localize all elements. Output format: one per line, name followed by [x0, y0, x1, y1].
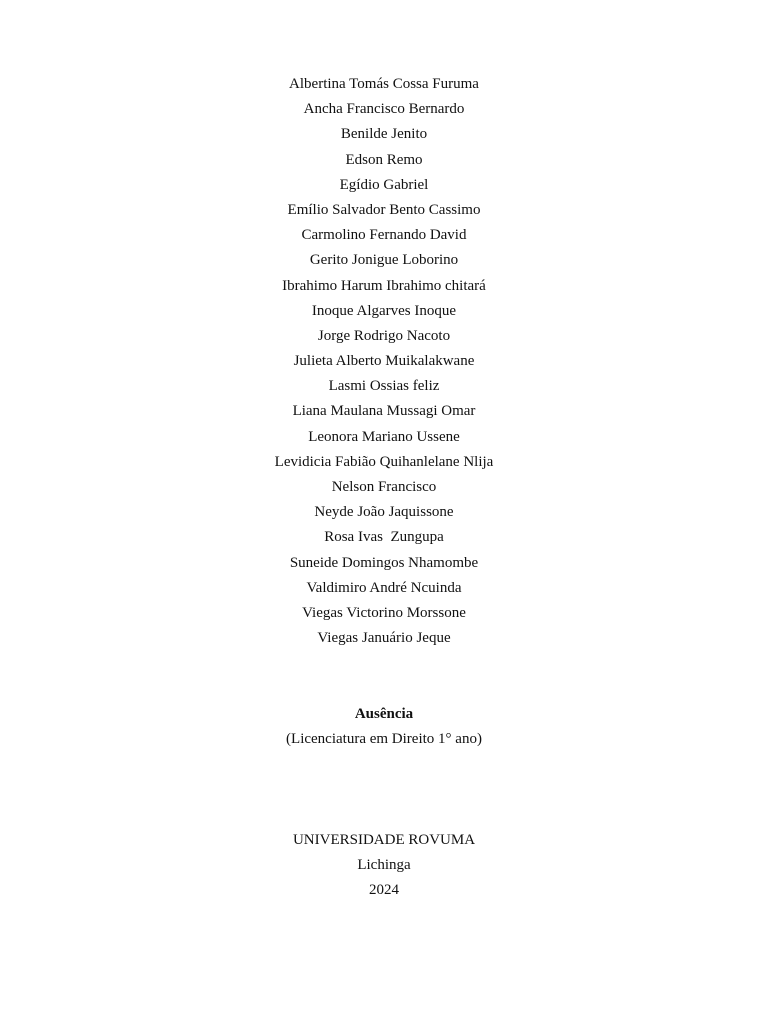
author-name: Valdimiro André Ncuinda: [306, 579, 462, 596]
year: 2024: [369, 882, 399, 898]
author-name: Ibrahimo Harum Ibrahimo chitará: [282, 277, 486, 294]
author-name: Julieta Alberto Muikalakwane: [293, 353, 475, 370]
author-name: Ancha Francisco Bernardo: [303, 101, 465, 118]
institution-name: UNIVERSIDADE ROVUMA: [292, 832, 476, 848]
author-name: Leonora Mariano Ussene: [308, 428, 460, 445]
author-name: Edson Remo: [345, 151, 423, 168]
author-name: Suneide Domingos Nhamombe: [289, 554, 479, 571]
author-name: Lasmi Ossias feliz: [328, 378, 440, 395]
author-list: [0, 72, 768, 651]
author-name: Nelson Francisco: [331, 479, 437, 495]
author-name: Egídio Gabriel: [339, 176, 429, 193]
author-name: Levidicia Fabião Quihanlelane Nlija: [274, 453, 494, 470]
work-title: Ausência: [354, 706, 414, 722]
institution-footer: [0, 828, 768, 903]
author-name: Benilde Jenito: [340, 126, 428, 143]
author-name: Liana Maulana Mussagi Omar: [292, 403, 476, 420]
author-name: Viegas Januário Jeque: [317, 630, 451, 647]
author-name: Viegas Victorino Morssone: [302, 604, 466, 621]
author-name: Emílio Salvador Bento Cassimo: [287, 201, 481, 218]
author-name: Rosa Ivas Zungupa: [324, 529, 444, 546]
author-name: Inoque Algarves Inoque: [311, 302, 457, 319]
author-name: Jorge Rodrigo Nacoto: [317, 327, 451, 344]
author-name: Gerito Jonigue Loborino: [309, 252, 459, 269]
city-name: Lichinga: [357, 857, 411, 873]
work-title-block: [0, 702, 768, 752]
course-subtitle: (Licenciatura em Direito 1° ano): [286, 731, 482, 747]
author-name: Carmolino Fernando David: [301, 227, 467, 244]
author-name: Albertina Tomás Cossa Furuma: [289, 76, 479, 92]
author-name: Neyde João Jaquissone: [314, 504, 454, 521]
